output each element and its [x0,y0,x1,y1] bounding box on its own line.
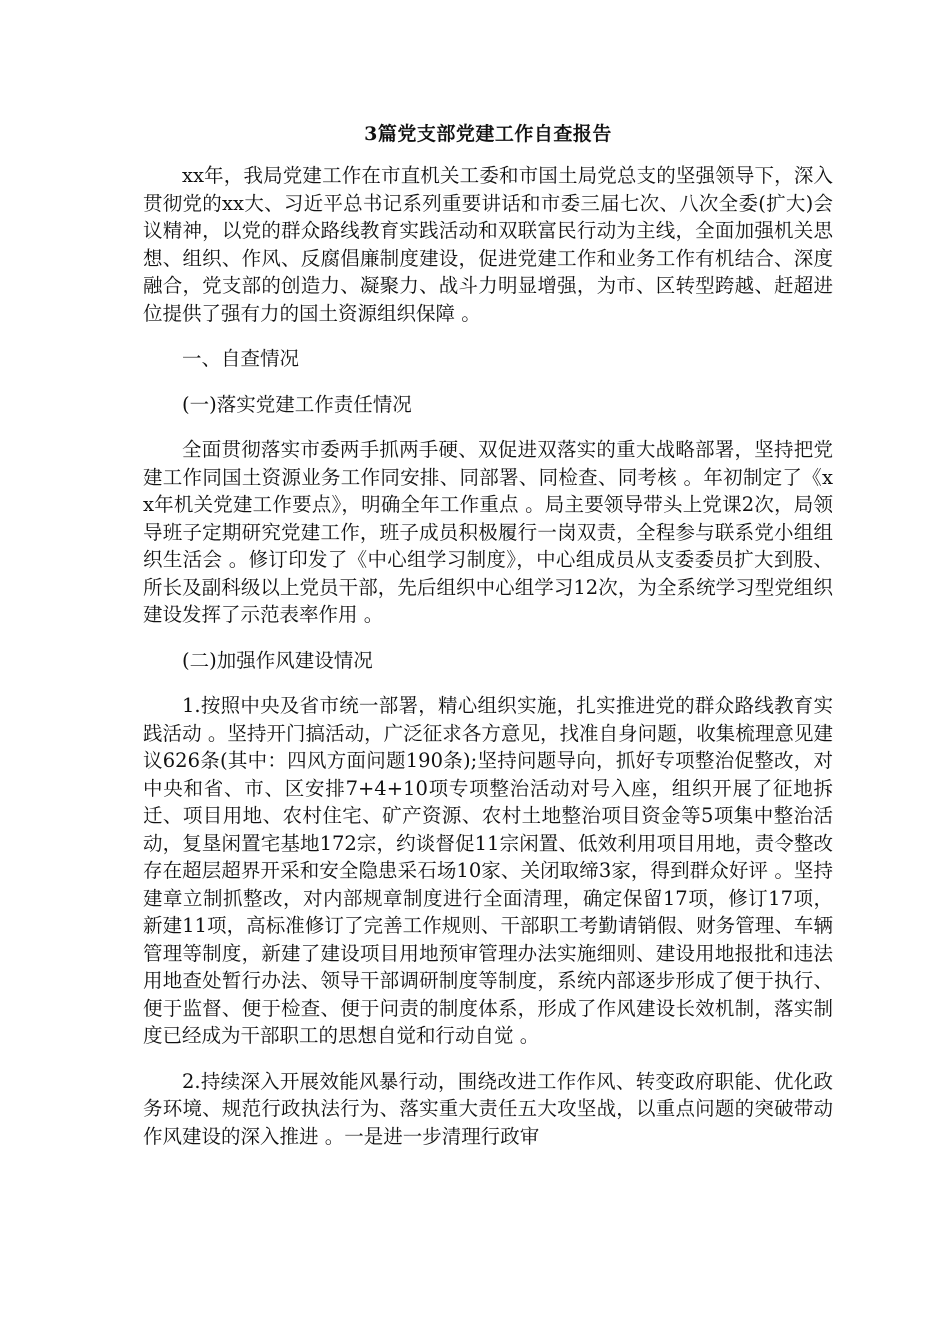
subsection-heading-work-style: (二)加强作风建设情况 [182,648,373,672]
document-page [143,118,833,1168]
intro-paragraph: xx年，我局党建工作在市直机关工委和市国土局党总支的坚强领导下，深入贯彻党的xx大、习近平总书记系列重要讲话和市委三届七次、八次全委(扩大)会议精神，以党的群众路线教育实践活动和双联富民行动为主线，全面加强机关思想、组织、作风、反腐倡廉制度建设，促进党建工作和业务工作有机结合、深度融合，党支部的创造力、凝聚力、战斗力明显增强，为市、区转型跨越、赶超进位提供了强有力的国土资源组织保障 。 [143,164,833,325]
document-title: 3篇党支部党建工作自查报告 [364,123,612,145]
subsection-heading-responsibility: (一)落实党建工作责任情况 [182,392,412,416]
responsibility-paragraph: 全面贯彻落实市委两手抓两手硬、双促进双落实的重大战略部署，坚持把党建工作同国土资源业务工作同安排、同部署、同检查、同考核 。年初制定了《xx年机关党建工作要点》，明确全年工作重点 。局主要领导带头上党课2次，局领导班子定期研究党建工作，班子成员积极履行一岗双责，全程参与联系党小组组织生活会 。修订印发了《中心组学习制度》，中心组成员从支委委员扩大到股、所长及副科级以上党员干部，先后组织中心组学习12次，为全系统学习型党组织建设发挥了示范表率作用 。 [143,438,833,626]
work-style-paragraph-1: 1.按照中央及省市统一部署，精心组织实施，扎实推进党的群众路线教育实践活动 。坚持开门搞活动，广泛征求各方意见，找准自身问题，收集梳理意见建议626条(其中：四风方面问题190条);坚持问题导向，抓好专项整治促整改，对中央和省、市、区安排7+4+10项专项整治活动对号入座，组织开展了征地拆迁、项目用地、农村住宅、矿产资源、农村土地整治项目资金等5项集中整治活动，复垦闲置宅基地172宗，约谈督促11宗闲置、低效利用项目用地，责令整改存在超层超界开采和安全隐患采石场10家、关闭取缔3家，得到群众好评 。坚持建章立制抓整改，对内部规章制度进行全面清理，确定保留17项，修订17项，新建11项，高标准修订了完善工作规则、干部职工考勤请销假、财务管理、车辆管理等制度，新建了建设项目用地预审管理办法实施细则、建设用地报批和违法用地查处暂行办法、领导干部调研制度等制度，系统内部逐步形成了便于执行、便于监督、便于检查、便于问责的制度体系，形成了作风建设长效机制，落实制度已经成为干部职工的思想自觉和行动自觉 。 [143,694,833,1047]
work-style-paragraph-2: 2.持续深入开展效能风暴行动，围绕改进工作作风、转变政府职能、优化政务环境、规范行政执法行为、落实重大责任五大攻坚战，以重点问题的突破带动作风建设的深入推进 。一是进一步清理行政审 [143,1069,833,1148]
section-heading-self-check: 一、自查情况 [182,347,300,370]
